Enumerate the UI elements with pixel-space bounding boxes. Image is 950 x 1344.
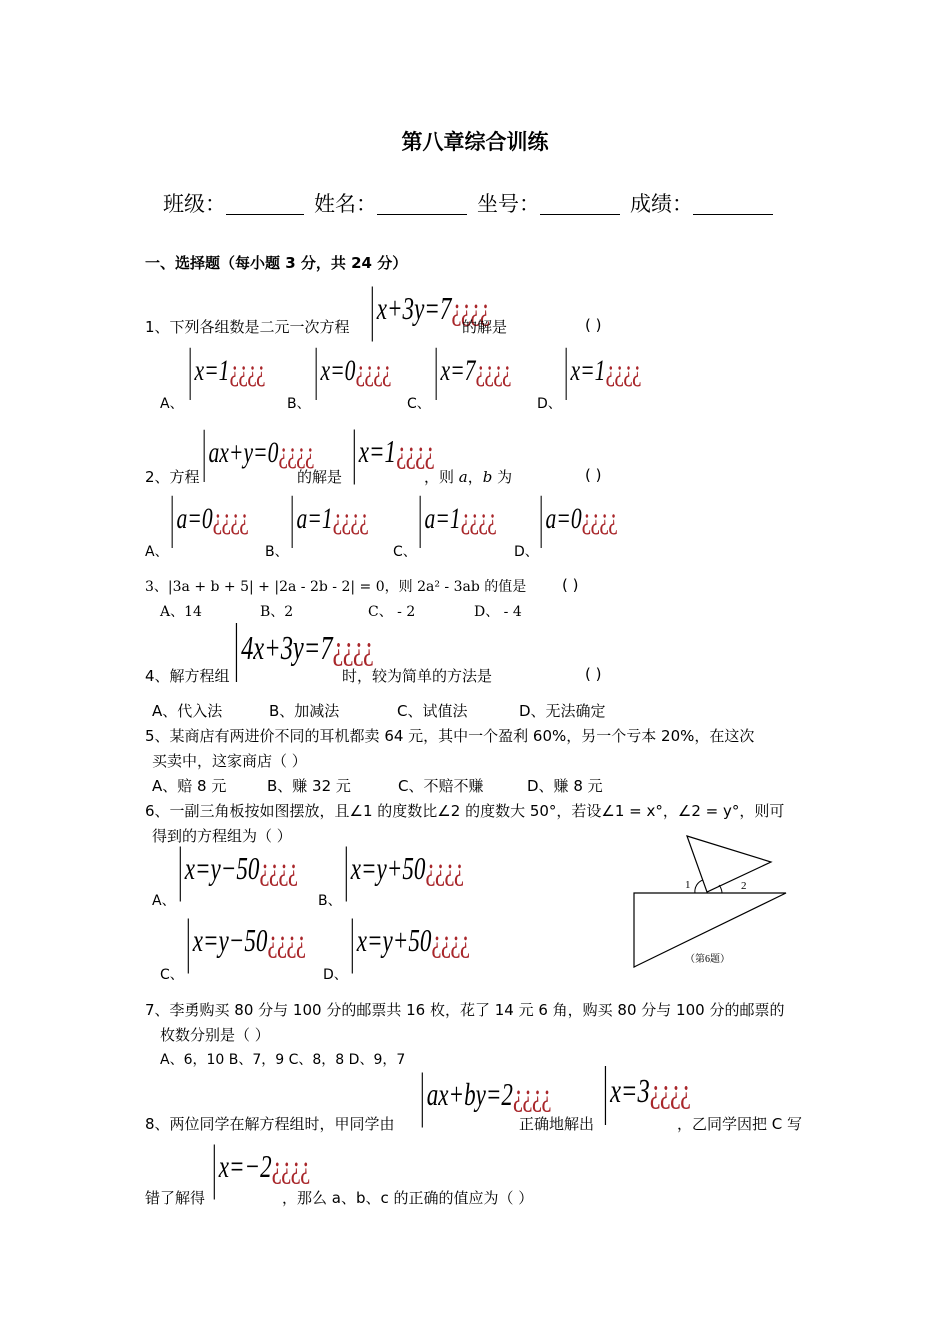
q6-line2: 得到的方程组为（ ） xyxy=(152,827,292,845)
q2-option-c-eq: |a=1¿¿¿¿ xyxy=(418,486,497,550)
q2-option-a-label[interactable]: A、 xyxy=(145,544,169,560)
q2-option-d-label[interactable]: D、 xyxy=(514,544,539,560)
q2-prefix: 2、方程 xyxy=(145,468,200,486)
q5-option-d[interactable]: D、赚 8 元 xyxy=(527,777,603,795)
q3-option-c[interactable]: C、 - 2 xyxy=(368,604,416,620)
q7-options[interactable]: A、6，10 B、7，9 C、8，8 D、9，7 xyxy=(160,1052,406,1068)
name-blank[interactable] xyxy=(377,192,467,215)
q1-equation: |x+3y=7¿¿¿¿ xyxy=(370,273,490,342)
q1-answer-paren[interactable]: ( ) xyxy=(585,316,602,334)
figure-caption: （第6题） xyxy=(685,954,730,965)
q1-option-d-label[interactable]: D、 xyxy=(537,396,562,412)
q8-line2-suffix: ，那么 a、b、c 的正确的值应为（ ） xyxy=(282,1189,534,1207)
angle1-arc xyxy=(695,880,703,893)
q4-prefix: 4、解方程组 xyxy=(145,667,230,685)
score-label: 成绩： xyxy=(630,192,693,216)
class-blank[interactable] xyxy=(226,192,304,215)
q8-prefix: 8、两位同学在解方程组时，甲同学由 xyxy=(145,1115,395,1133)
q1-option-d-eq: |x=1¿¿¿¿ xyxy=(564,338,641,402)
q5-line2: 买卖中，这家商店（ ） xyxy=(152,752,307,770)
q1-option-c-eq: |x=7¿¿¿¿ xyxy=(434,338,511,402)
q4-option-a[interactable]: A、代入法 xyxy=(152,702,223,720)
q2-equation-1: |ax+y=0¿¿¿¿ xyxy=(202,420,314,484)
q6-option-a-eq: |x=y−50¿¿¿¿ xyxy=(178,833,298,902)
q2-option-d-eq: |a=0¿¿¿¿ xyxy=(539,486,618,550)
q6-option-d-label[interactable]: D、 xyxy=(323,967,348,983)
q2-option-b-label[interactable]: B、 xyxy=(265,544,289,560)
q2-mid: 的解是 xyxy=(297,468,343,486)
angle2-label: 2 xyxy=(741,880,747,892)
q3-option-b[interactable]: B、2 xyxy=(260,604,294,620)
seat-label: 坐号： xyxy=(477,192,540,216)
angle1-label: 1 xyxy=(685,879,691,891)
q1-prefix: 1、下列各组数是二元一次方程 xyxy=(145,318,350,336)
q3-option-d[interactable]: D、 - 4 xyxy=(474,604,522,620)
q1-option-c-label[interactable]: C、 xyxy=(407,396,431,412)
q2-option-a-eq: |a=0¿¿¿¿ xyxy=(170,486,249,550)
q6-option-b-label[interactable]: B、 xyxy=(318,893,342,909)
q1-suffix: 的解是 xyxy=(462,318,508,336)
q1-option-b-label[interactable]: B、 xyxy=(287,396,311,412)
q6-triangle-figure xyxy=(625,830,800,975)
q1-option-a-eq: |x=1¿¿¿¿ xyxy=(188,338,265,402)
q8-equation-2: |x=3¿¿¿¿ xyxy=(603,1055,691,1127)
q8-equation-3: |x=−2¿¿¿¿ xyxy=(212,1131,310,1200)
q4-answer-paren[interactable]: ( ) xyxy=(585,665,602,683)
q4-option-b[interactable]: B、加减法 xyxy=(269,702,340,720)
q4-suffix: 时，较为简单的方法是 xyxy=(342,667,493,685)
q3-option-a[interactable]: A、14 xyxy=(160,604,202,620)
q5-option-a[interactable]: A、赔 8 元 xyxy=(152,777,227,795)
q3-text: 3、|3a + b + 5| + |2a - 2b - 2| = 0，则 2a² - 3ab 的值是 xyxy=(145,579,527,595)
score-blank[interactable] xyxy=(693,192,773,215)
q6-line1: 6、一副三角板按如图摆放，且∠1 的度数比∠2 的度数大 50°，若设∠1 = x°，∠2 = y°，则可 xyxy=(145,802,785,820)
q2-option-b-eq: |a=1¿¿¿¿ xyxy=(290,486,369,550)
q2-equation-2: |x=1¿¿¿¿ xyxy=(352,416,435,485)
student-info-row xyxy=(163,188,773,218)
q1-option-b-eq: |x=0¿¿¿¿ xyxy=(314,338,391,402)
q5-option-b[interactable]: B、赚 32 元 xyxy=(267,777,351,795)
q2-answer-paren[interactable]: ( ) xyxy=(585,466,602,484)
q8-suffix: ，乙同学因把 C 写 xyxy=(677,1115,803,1133)
q6-option-b-eq: |x=y+50¿¿¿¿ xyxy=(344,833,464,902)
q7-line2: 枚数分别是（ ） xyxy=(160,1026,270,1044)
upper-triangle xyxy=(687,836,771,892)
q4-option-d[interactable]: D、无法确定 xyxy=(519,702,606,720)
q6-option-c-label[interactable]: C、 xyxy=(160,967,184,983)
q5-option-c[interactable]: C、不赔不赚 xyxy=(398,777,484,795)
q2-option-c-label[interactable]: C、 xyxy=(393,544,417,560)
q8-equation-1: |ax+by=2¿¿¿¿ xyxy=(420,1059,551,1128)
q4-option-c[interactable]: C、试值法 xyxy=(397,702,468,720)
section-heading: 一、选择题（每小题 3 分，共 24 分） xyxy=(145,254,408,272)
q8-mid: 正确地解出 xyxy=(519,1115,595,1133)
class-label: 班级： xyxy=(163,192,226,216)
q7-line1: 7、李勇购买 80 分与 100 分的邮票共 16 枚，花了 14 元 6 角，购买 80 分与 100 分的邮票的 xyxy=(145,1001,785,1019)
q8-line2-prefix: 错了解得 xyxy=(145,1189,206,1207)
q4-equation: |4x+3y=7¿¿¿¿ xyxy=(234,612,374,684)
q6-option-a-label[interactable]: A、 xyxy=(152,893,176,909)
name-label: 姓名： xyxy=(314,192,377,216)
q2-suffix: ，则 a，b 为 xyxy=(424,468,513,486)
q1-option-a-label[interactable]: A、 xyxy=(160,396,184,412)
q6-option-d-eq: |x=y+50¿¿¿¿ xyxy=(350,905,470,974)
q5-line1: 5、某商店有两进价不同的耳机都卖 64 元，其中一个盈利 60%，另一个亏本 20%，在这次 xyxy=(145,727,755,745)
page-title: 第八章综合训练 xyxy=(401,130,549,154)
seat-blank[interactable] xyxy=(540,192,620,215)
q3-answer-paren[interactable]: ( ) xyxy=(562,576,579,594)
q6-option-c-eq: |x=y−50¿¿¿¿ xyxy=(186,905,306,974)
